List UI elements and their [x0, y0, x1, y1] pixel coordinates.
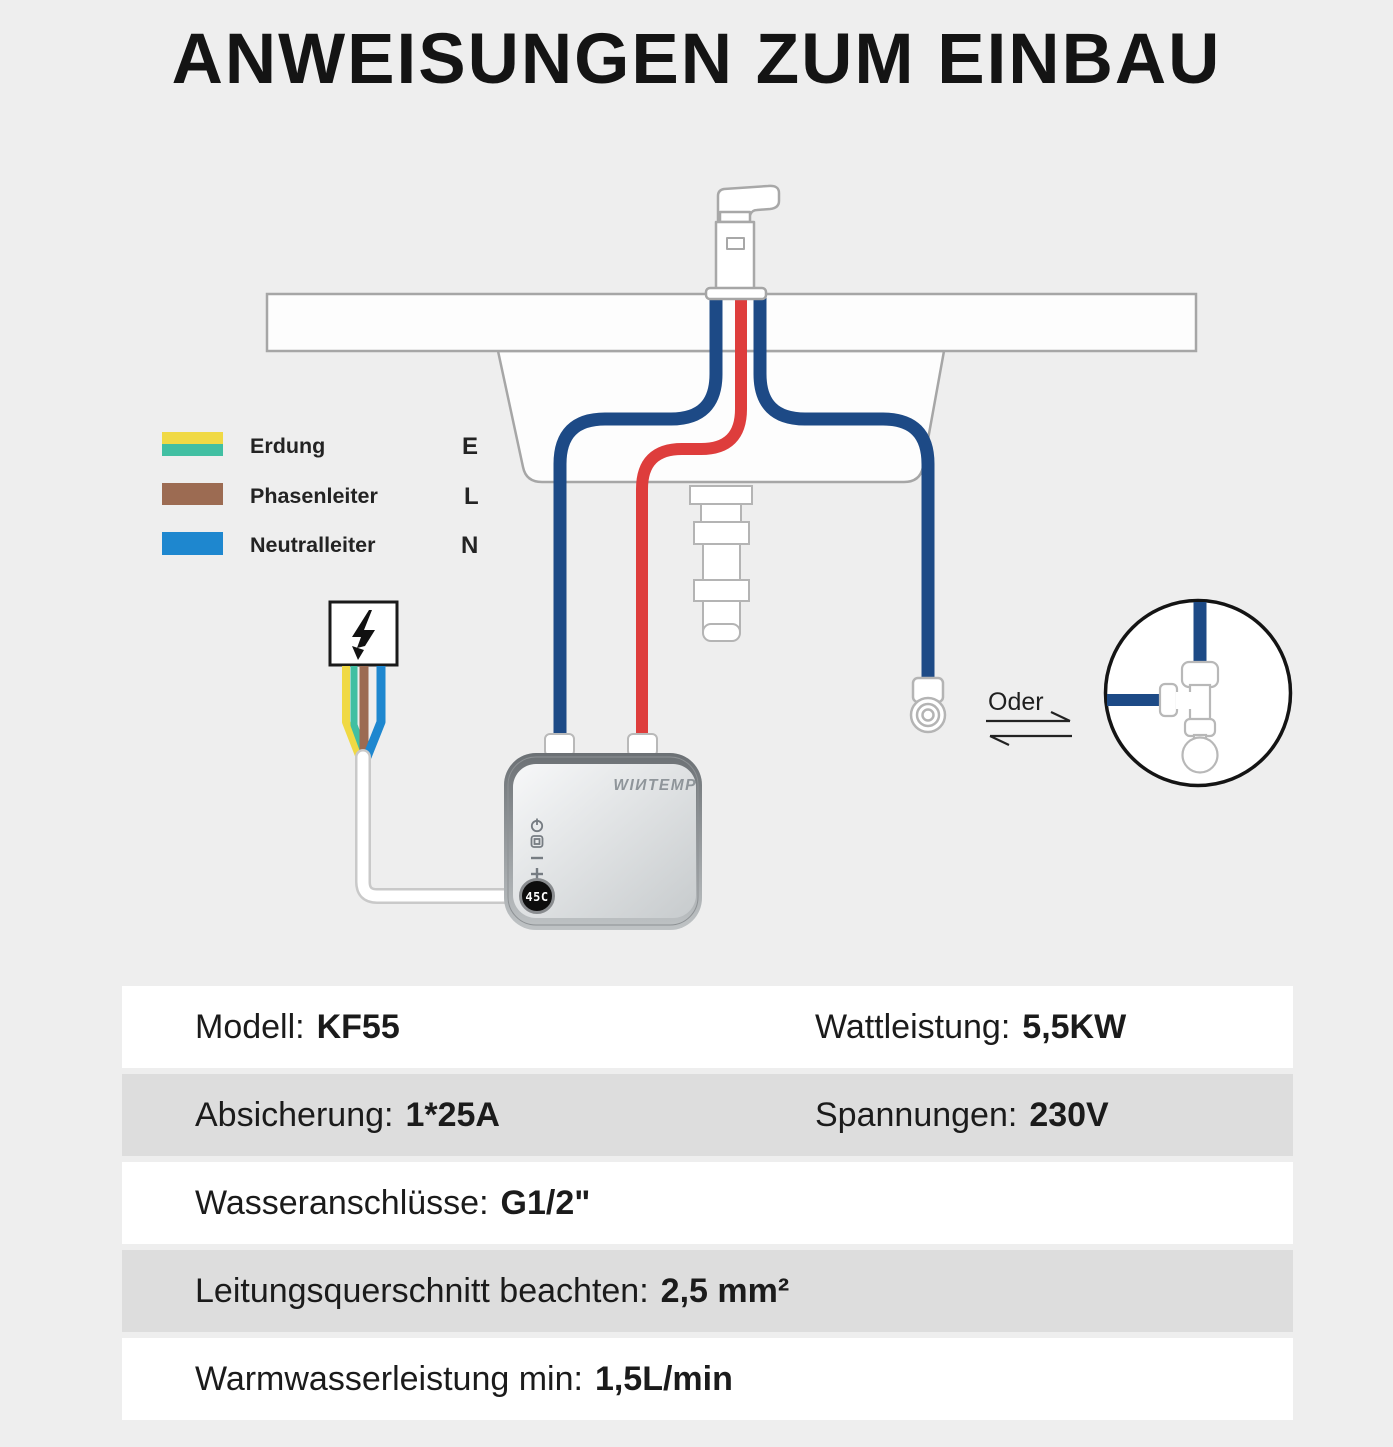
- legend-label-phase: Phasenleiter: [250, 484, 378, 508]
- legend-label-neutral: Neutralleiter: [250, 533, 376, 557]
- spec-row-fuse-voltage: [122, 1074, 1293, 1156]
- spec-label: Modell:: [195, 1007, 305, 1046]
- neutral-wire: [367, 666, 381, 757]
- legend-code-phase: L: [464, 483, 479, 510]
- spec-label: Wasseranschlüsse:: [195, 1183, 489, 1222]
- spec-water-connection: [195, 1184, 590, 1223]
- or-alternative: [986, 688, 1072, 745]
- power-supply-box: [330, 602, 397, 665]
- legend-swatch-phase: [162, 483, 223, 505]
- spec-row-model-watt: [122, 986, 1293, 1068]
- power-cable: [363, 757, 508, 896]
- detail-circle-valve: [1106, 601, 1291, 786]
- ball-valve: [1183, 738, 1218, 773]
- spec-wattage: [815, 1008, 1126, 1047]
- angle-valve-fitting: [911, 678, 945, 732]
- heater-inlet-hot: [628, 734, 657, 756]
- spec-value: 230V: [1029, 1095, 1109, 1134]
- spec-label: Absicherung:: [195, 1095, 394, 1134]
- spec-voltage: [815, 1096, 1109, 1135]
- spec-label: Wattleistung:: [815, 1007, 1011, 1046]
- legend-label-earth: Erdung: [250, 434, 326, 458]
- page-title: ANWEISUNGEN ZUM EINBAU: [171, 20, 1222, 99]
- faucet-neck: [720, 212, 750, 222]
- legend-swatch-earth-top: [162, 432, 223, 444]
- temperature-value: 45C: [525, 890, 549, 904]
- spec-label: Warmwasserleistung min:: [195, 1359, 583, 1398]
- spec-cable-cross-section: [195, 1272, 789, 1311]
- countertop: [267, 294, 1196, 351]
- supply-wires: [346, 666, 381, 760]
- faucet-body: [716, 222, 754, 290]
- spec-value: 1,5L/min: [594, 1359, 733, 1398]
- installation-diagram: [0, 20, 1393, 984]
- spec-fuse: [195, 1096, 815, 1135]
- spec-value: KF55: [316, 1007, 400, 1046]
- spec-table: [122, 986, 1293, 1426]
- spec-hot-water-output: [195, 1360, 733, 1399]
- brand-logo: WIИTEMP: [613, 777, 697, 794]
- faucet: [716, 186, 779, 290]
- legend-swatch-neutral: [162, 532, 223, 555]
- spec-row-water-connection: [122, 1162, 1293, 1244]
- spec-model: [195, 1008, 815, 1047]
- spec-value: G1/2": [500, 1183, 591, 1222]
- spec-value: 1*25A: [405, 1095, 500, 1134]
- faucet-base-plate: [706, 288, 766, 299]
- spec-label: Spannungen:: [815, 1095, 1018, 1134]
- legend-code-earth: E: [462, 433, 479, 460]
- spec-value: 5,5KW: [1022, 1007, 1127, 1046]
- or-label: Oder: [988, 688, 1044, 716]
- legend-code-neutral: N: [461, 532, 479, 559]
- wire-legend: [162, 432, 479, 559]
- heater-inlet-cold: [545, 734, 574, 756]
- water-heater: [504, 734, 702, 930]
- spec-value: 2,5 mm²: [660, 1271, 790, 1310]
- swap-arrows-icon: [986, 712, 1072, 745]
- spec-row-hot-water-output: [122, 1338, 1293, 1420]
- spec-label: Leitungsquerschnitt beachten:: [195, 1271, 649, 1310]
- spec-row-cable-cross-section: [122, 1250, 1293, 1332]
- drain-pipe: [690, 486, 752, 641]
- legend-swatch-earth-bottom: [162, 444, 223, 456]
